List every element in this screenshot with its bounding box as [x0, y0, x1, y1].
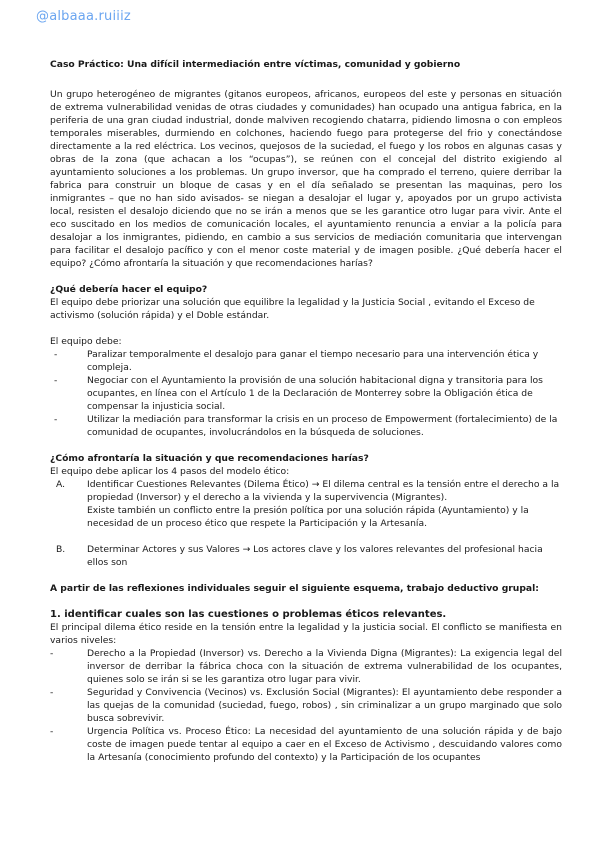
step-text: Identificar Cuestiones Relevantes (Dilema Ético) → El dilema central es la tensión entre el derecho a la propiedad (Inversor) y el derecho a la vivienda y la supervivencia (Migrantes). — [87, 479, 560, 503]
question-1-list — [50, 348, 562, 439]
dilemma-text: Seguridad y Convivencia (Vecinos) vs. Exclusión Social (Migrantes): El ayuntamiento debe responder a las quejas de la comunidad (suciedad, fuego, robos) , sin criminalizar a un grupo marginado que solo busca sobrevivir. — [87, 687, 562, 724]
question-1-list-intro: El equipo debe: — [50, 336, 122, 347]
list-item — [50, 543, 562, 569]
list-item: - Urgencia Política vs. Proceso Ético: La necesidad del ayuntamiento de una solución rápida y de bajo coste de imagen puede tentar al equipo a caer en el Exceso de Activismo , descuidando valores como la Artesanía (conocimiento profundo del contexto) y la Participación de los ocupantes — [50, 726, 562, 763]
question-1-heading: ¿Qué debería hacer el equipo? — [50, 284, 208, 295]
list-item: - Negociar con el Ayuntamiento la provisión de una solución habitacional digna y transitoria para los ocupantes, en línea con el Artículo 1 de la Declaración de Monterrey sobre la Obligación ética de compensar la injusticia social. — [50, 374, 562, 413]
model-steps-list — [50, 478, 562, 569]
question-1-text: El equipo debe priorizar una solución que equilibre la legalidad y la Justicia Social , evitando el Exceso de activismo (solución rápida) y el Doble estándar. — [50, 297, 535, 321]
author-watermark: @albaaa.ruiiiz — [36, 9, 131, 24]
list-item: - Derecho a la Propiedad (Inversor) vs. Derecho a la Vivienda Digna (Migrantes): La exigencia legal del inversor de derribar la fábrica choca con la situación de extrema vulnerabilidad de los ocupantes, quienes solo se irán si se les garantiza otro lugar para vivir. — [50, 648, 562, 685]
group-work-heading: A partir de las reflexiones individuales seguir el siguiente esquema, trabajo deductivo grupal: — [50, 583, 539, 594]
section-1-heading: 1. identificar cuales son las cuestiones o problemas éticos relevantes. — [50, 609, 447, 620]
case-title: Caso Práctico: Una difícil intermediación entre víctimas, comunidad y gobierno — [50, 59, 461, 70]
section-1-text: El principal dilema ético reside en la tensión entre la legalidad y la justicia social. El conflicto se manifiesta en varios niveles: — [50, 622, 562, 646]
step-marker: B. — [56, 544, 66, 555]
step-extra-text: Existe también un conflicto entre la presión política por una solución rápida (Ayuntamiento) y la necesidad de un proceso ético que respete la Participación y la Artesanía. — [87, 505, 529, 529]
case-description: Un grupo heterogéneo de migrantes (gitanos europeos, africanos, europeos del este y personas en situación de extrema vulnerabilidad venidas de otras ciudades y comunidades) han ocupado una antigua fabrica, en la periferia de una gran ciudad industrial, donde malviven recogiendo chatarra, pidiendo limosna o con empleos temporales miserables, durmiendo en colchones, haciendo fuego para protegerse del frio y conectándose directamente a la red eléctrica. Los vecinos, quejosos de la suciedad, el fuego y los robos en algunas casas y obras de la zona (que achacan a los “ocupas”), se reúnen con el concejal del distrito exigiendo al ayuntamiento soluciones a los problemas. Un grupo inversor, que ha comprado el terreno, quiere derribar la fabrica para construir un bloque de casas y en el día señalado se presentan las maquinas, pero los inmigrantes – que no han sido avisados- se niegan a desalojar el lugar y, apoyados por un grupo activista local, resisten el desalojo diciendo que no se irán a menos que se les garantice otro lugar para vivir. Ante el eco suscitado en los medios de comunicación locales, el ayuntamiento renuncia a enviar a la policía para desalojar a los inmigrantes, pidiendo, en cambio a sus servicios de mediación comunitaria que intervengan para facilitar el desalojo pacífico y con el menor coste material y de imagen posible. ¿Qué debería hacer el equipo? ¿Cómo afrontaría la situación y que recomendaciones harías? — [50, 89, 562, 269]
list-item: - Utilizar la mediación para transformar la crisis en un proceso de Empowerment (fortalecimiento) de la comunidad de ocupantes, involucrándolos en la búsqueda de soluciones. — [50, 413, 562, 439]
document-body — [50, 58, 562, 764]
question-2-text: El equipo debe aplicar los 4 pasos del modelo ético: — [50, 466, 290, 477]
step-marker: A. — [56, 479, 66, 490]
list-item: - Seguridad y Convivencia (Vecinos) vs. Exclusión Social (Migrantes): El ayuntamiento debe responder a las quejas de la comunidad (suciedad, fuego, robos) , sin criminalizar a un grupo marginado que solo busca sobrevivir. — [50, 687, 562, 724]
list-item: - Paralizar temporalmente el desalojo para ganar el tiempo necesario para una intervención ética y compleja. — [50, 348, 562, 374]
dilemma-text: Derecho a la Propiedad (Inversor) vs. Derecho a la Vivienda Digna (Migrantes): La exigencia legal del inversor de derribar la fábrica choca con la situación de extrema vulnerabilidad de los ocupantes, quienes solo se irán si se les garantiza otro lugar para vivir. — [87, 648, 562, 685]
list-item — [50, 478, 562, 530]
question-2-heading: ¿Cómo afrontaría la situación y que recomendaciones harías? — [50, 453, 369, 464]
step-text: Determinar Actores y sus Valores → Los actores clave y los valores relevantes del profesional hacia ellos son — [87, 544, 543, 568]
dilemma-text: Urgencia Política vs. Proceso Ético: La necesidad del ayuntamiento de una solución rápida y de bajo coste de imagen puede tentar al equipo a caer en el Exceso de Activismo , descuidando valores como la Artesanía (conocimiento profundo del contexto) y la Participación de los ocupantes — [87, 726, 562, 763]
